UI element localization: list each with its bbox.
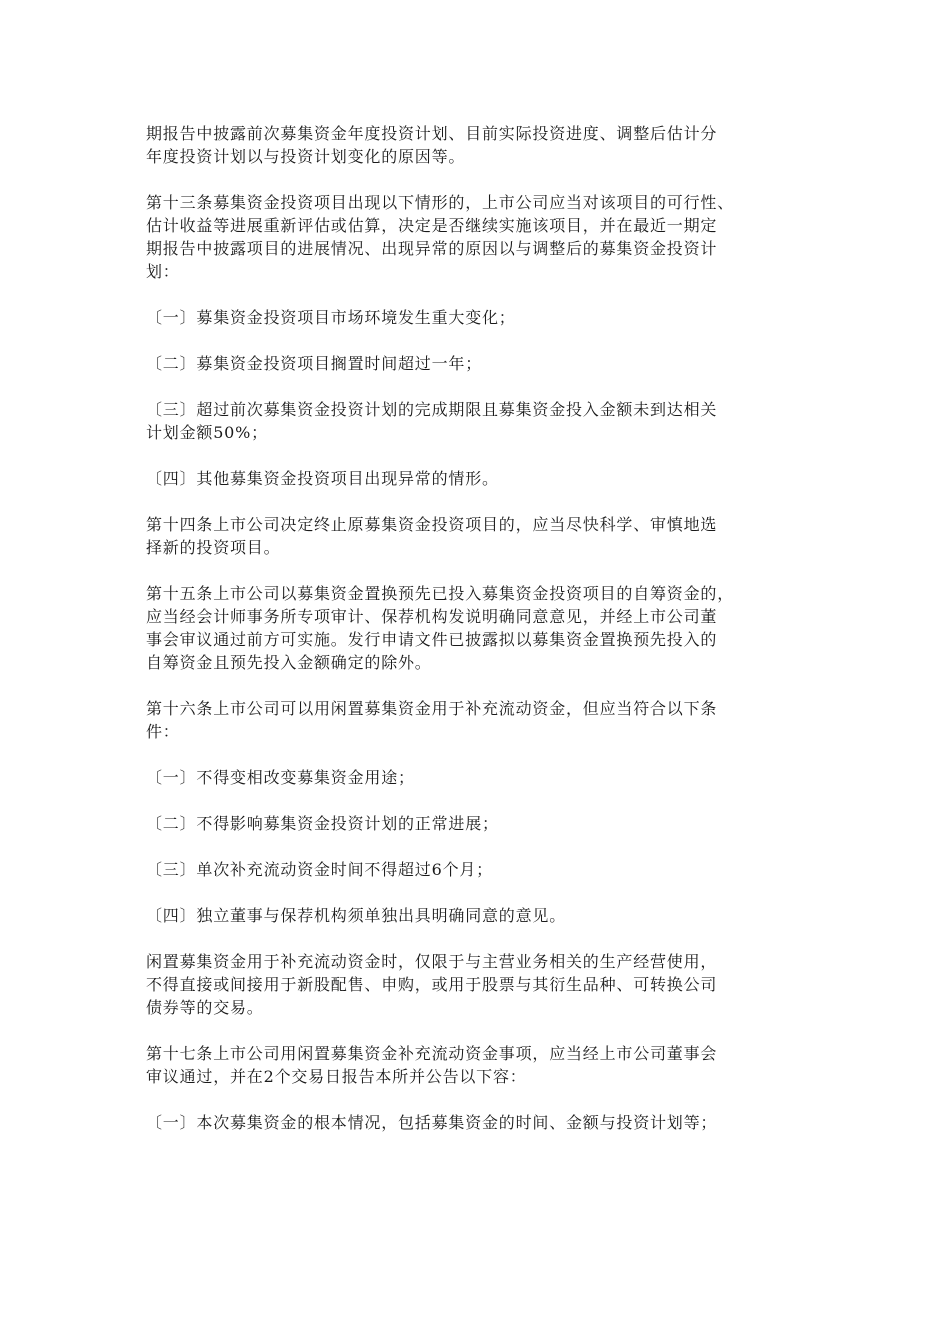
text-line: 〔四〕独立董事与保荐机构须单独出具明确同意的意见。 <box>146 906 567 925</box>
paragraph <box>146 513 806 559</box>
paragraph <box>146 766 806 789</box>
text-line: 应当经会计师事务所专项审计、保荐机构发说明确同意意见，并经上市公司董 <box>146 607 718 626</box>
paragraph <box>146 467 806 490</box>
text-line: 〔三〕单次补充流动资金时间不得超过6个月； <box>146 860 493 879</box>
text-line: 期报告中披露前次募集资金年度投资计划、目前实际投资进度、调整后估计分 <box>146 124 718 143</box>
paragraph <box>146 352 806 375</box>
document-body <box>146 122 806 1157</box>
text-line: 闲置募集资金用于补充流动资金时，仅限于与主营业务相关的生产经营使用， <box>146 952 718 971</box>
text-line: 估计收益等进展重新评估或估算，决定是否继续实施该项目，并在最近一期定 <box>146 216 718 235</box>
text-line: 〔二〕募集资金投资项目搁置时间超过一年； <box>146 354 483 373</box>
paragraph <box>146 398 806 444</box>
text-line: 第十四条上市公司决定终止原募集资金投资项目的，应当尽快科学、审慎地选 <box>146 515 718 534</box>
text-line: 〔一〕本次募集资金的根本情况，包括募集资金的时间、金额与投资计划等； <box>146 1113 718 1132</box>
text-line: 〔一〕募集资金投资项目市场环境发生重大变化； <box>146 308 516 327</box>
paragraph <box>146 1111 806 1134</box>
text-line: 第十五条上市公司以募集资金置换预先已投入募集资金投资项目的自筹资金的， <box>146 584 735 603</box>
text-line: 第十六条上市公司可以用闲置募集资金用于补充流动资金，但应当符合以下条 <box>146 699 718 718</box>
text-line: 〔三〕超过前次募集资金投资计划的完成期限且募集资金投入金额未到达相关 <box>146 400 718 419</box>
paragraph <box>146 950 806 1019</box>
text-line: 〔四〕其他募集资金投资项目出现异常的情形。 <box>146 469 499 488</box>
text-line: 〔二〕不得影响募集资金投资计划的正常进展； <box>146 814 499 833</box>
text-line: 件： <box>146 722 180 741</box>
text-line: 审议通过，并在2个交易日报告本所并公告以下容： <box>146 1067 527 1086</box>
paragraph <box>146 812 806 835</box>
paragraph <box>146 858 806 881</box>
text-line: 第十三条募集资金投资项目出现以下情形的，上市公司应当对该项目的可行性、 <box>146 193 735 212</box>
text-line: 年度投资计划以与投资计划变化的原因等。 <box>146 147 466 166</box>
text-line: 第十七条上市公司用闲置募集资金补充流动资金事项，应当经上市公司董事会 <box>146 1044 718 1063</box>
text-line: 债券等的交易。 <box>146 998 264 1017</box>
text-line: 事会审议通过前方可实施。发行申请文件已披露拟以募集资金置换预先投入的 <box>146 630 718 649</box>
paragraph <box>146 697 806 743</box>
paragraph <box>146 122 806 168</box>
text-line: 期报告中披露项目的进展情况、出现异常的原因以与调整后的募集资金投资计 <box>146 239 718 258</box>
paragraph <box>146 904 806 927</box>
paragraph <box>146 582 806 674</box>
paragraph <box>146 306 806 329</box>
text-line: 不得直接或间接用于新股配售、申购，或用于股票与其衍生品种、可转换公司 <box>146 975 718 994</box>
paragraph <box>146 191 806 283</box>
text-line: 〔一〕不得变相改变募集资金用途； <box>146 768 415 787</box>
text-line: 计划金额50%； <box>146 423 268 442</box>
text-line: 划： <box>146 262 180 281</box>
text-line: 自筹资金且预先投入金额确定的除外。 <box>146 653 432 672</box>
text-line: 择新的投资项目。 <box>146 538 281 557</box>
paragraph <box>146 1042 806 1088</box>
